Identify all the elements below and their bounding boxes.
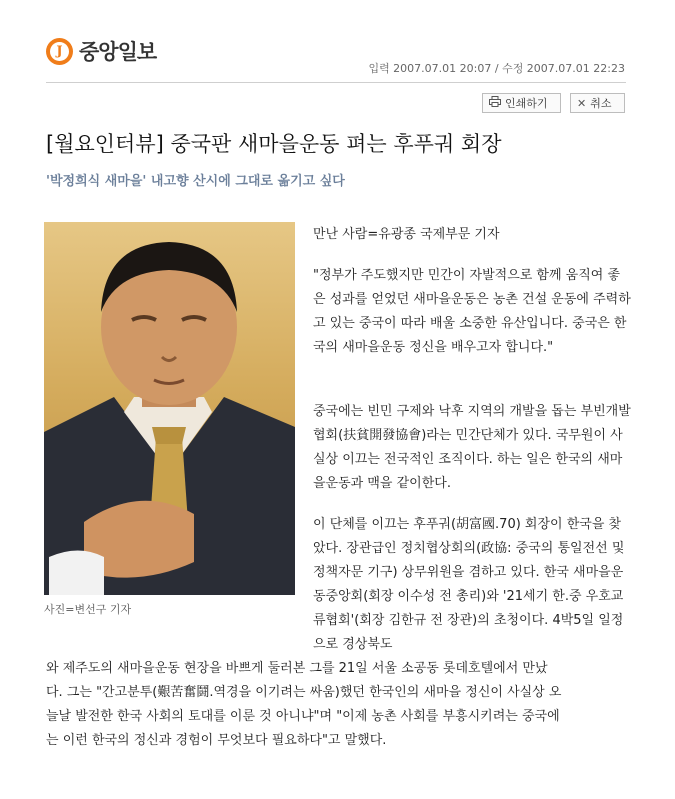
article-paragraph-2: 중국에는 빈민 구제와 낙후 지역의 개발을 돕는 부빈개발협회(扶貧開發協會)라는 민간단체가 있다. 국무원이 사실상 이끄는 전국적인 조직이다. 하는 일은 한국의 새마을운동과 맥을 같이한다. (313, 404, 631, 491)
article-text-line: 와 제주도의 새마을운동 현장을 바쁘게 둘러본 그를 21일 서울 소공동 롯데호텔에서 만났 (46, 661, 548, 676)
logo-mark (46, 38, 73, 65)
close-icon: ✕ (577, 96, 587, 110)
article-byline: 만난 사람=유광종 국제부문 기자 (313, 227, 500, 242)
article-headline: [월요인터뷰] 중국판 새마을운동 펴는 후푸궈 회장 (46, 132, 502, 156)
cancel-button[interactable] (570, 93, 625, 113)
article-text-line: 늘날 발전한 한국 사회의 토대를 이룬 것 아니냐"며 "이제 농촌 사회를 부흥시키려는 중국에 (46, 709, 560, 724)
article-text-line: 다. 그는 "간고분투(艱苦奮鬪.역경을 이기려는 싸움)했던 한국인의 새마을 정신이 사실상 오 (46, 685, 562, 700)
article-text-line: 는 이런 한국의 정신과 경험이 무엇보다 필요하다"고 말했다. (46, 733, 387, 748)
article-paragraph-1: "정부가 주도했지만 민간이 자발적으로 함께 움직여 좋은 성과를 얻었던 새마을운동은 농촌 건설 운동에 주력하고 있는 중국이 따라 배울 소중한 유산입니다. 중국은 한국의 새마을운동 정신을 배우고자 합니다." (313, 268, 631, 355)
cancel-label: 취소 (590, 97, 612, 110)
article-photo (44, 222, 295, 595)
print-button[interactable] (482, 93, 561, 113)
header-divider (46, 82, 626, 83)
logo-wordmark: 중앙일보 (79, 40, 157, 64)
article-subhead: '박정희식 새마을' 내고향 산시에 그대로 옮기고 싶다 (46, 174, 345, 189)
article-paragraph-3: 이 단체를 이끄는 후푸궈(胡富國.70) 회장이 한국을 찾았다. 장관급인 정치협상회의(政協: 중국의 통일전선 및 정책자문 기구) 상무위원을 겸하고 있다. 한국 새마을운동중앙회(회장 이수성 전 총리)와 '21세기 한.중 우호교류협회'(회장 김한규 전 장관)의 초청이다. 4박5일 일정으로 경상북도 (313, 517, 625, 652)
logo-letter: J (50, 42, 69, 61)
article-dates: 입력 2007.07.01 20:07 / 수정 2007.07.01 22:23 (368, 62, 625, 75)
printer-icon (489, 96, 501, 110)
print-label: 인쇄하기 (505, 97, 548, 110)
photo-caption: 사진=변선구 기자 (44, 603, 132, 616)
site-logo[interactable] (46, 36, 156, 66)
